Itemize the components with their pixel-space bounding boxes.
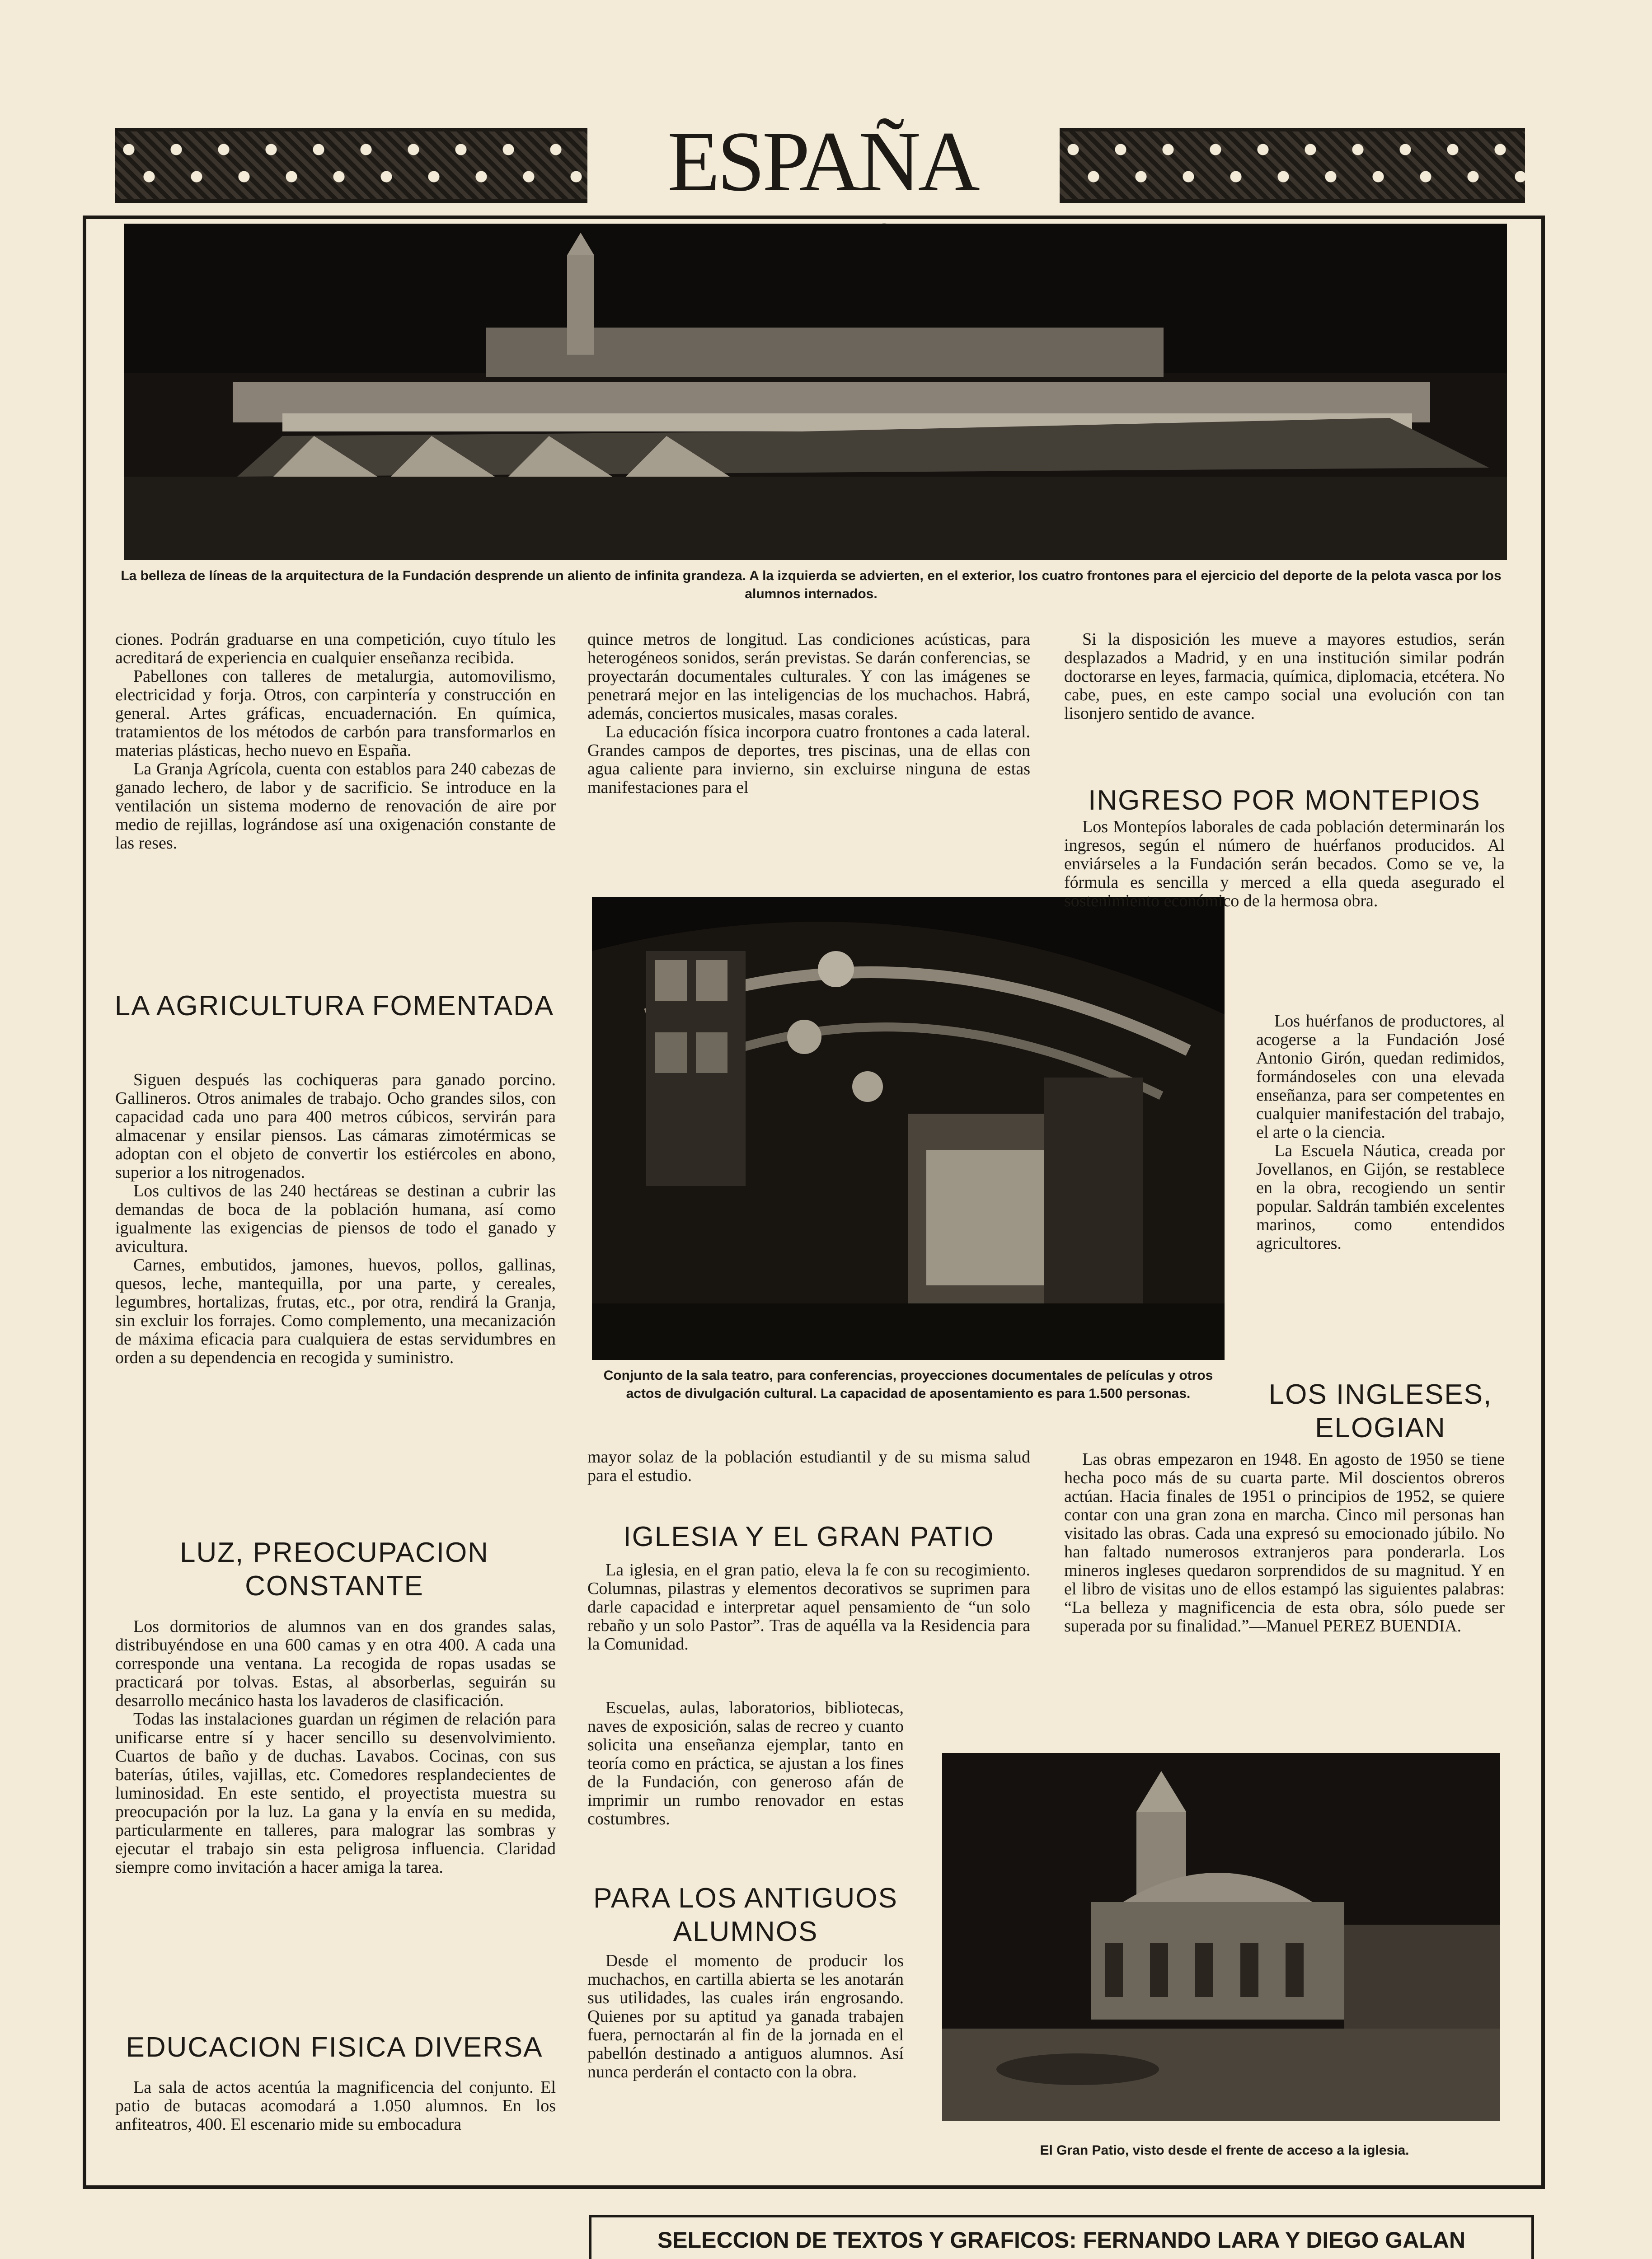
column-2 <box>587 630 1030 797</box>
section-heading-agricultura: LA AGRICULTURA FOMENTADA <box>114 990 554 1022</box>
column-2b <box>587 1448 1030 1485</box>
top-photo-caption: La belleza de líneas de la arquitectura de la Fundación desprende un aliento de infinita grandeza. A la izquierda se advierten, en el exterior, los cuatro frontones para el ejercicio del deporte de la pelota vasca por los alumnos internados. <box>121 568 1502 601</box>
col1-paragraph: Pabellones con talleres de metalurgia, automovilismo, electricidad y forja. Otros, con carpintería y construcción en general. Artes gráficas, encuadernación. En química, tratamientos de los métodos de carbón para transformarlos en materias plásticas, hecho nuevo en España. <box>115 667 556 760</box>
col1-paragraph: La Granja Agrícola, cuenta con establos para 240 cabezas de ganado lechero, de labor y de sacrificio. Se introduce en la ventilación un sistema moderno de renovación de aire por medio de rejillas, lográndose así una oxigenación constante de las reses. <box>115 759 556 853</box>
header-ornament-left <box>115 128 587 203</box>
col1-paragraph: Carnes, embutidos, jamones, huevos, pollos, gallinas, quesos, leche, mantequilla, por una parte, y cereales, legumbres, hortalizas, frutas, etc., por otra, rendirá la Granja, sin excluir los forrajes. Como complemento, una mecanización de máxima eficacia para cualquiera de estas servidumbres en orden a su dependencia en recogida y suministro. <box>115 1256 556 1367</box>
col2-paragraph: mayor solaz de la población estudiantil y de su misma salud para el estudio. <box>587 1448 1030 1485</box>
header-ornament-right <box>1060 128 1525 203</box>
section-heading-antiguos: PARA LOS ANTIGUOS ALUMNOS <box>593 1883 898 1947</box>
theater-photo-caption: Conjunto de la sala teatro, para conferencias, proyecciones documentales de películas y otros actos de divulgación cultural. La capacidad de aposentamiento es para 1.500 personas. <box>603 1368 1213 1401</box>
column-3 <box>1064 630 1505 723</box>
column-3d <box>1064 1450 1505 1636</box>
patio-photo-caption: El Gran Patio, visto desde el frente de acceso a la iglesia. <box>1040 2143 1409 2158</box>
column-2c <box>587 1561 1030 1654</box>
col3-paragraph: Las obras empezaron en 1948. En agosto de 1950 se tiene hecha poco más de su cuarta parte. Mil doscientos obreros actúan. Hacia finales de 1951 o principios de 1952, se quiere contar con una gran zona en marcha. Cinco mil personas han visitado las obras. Cada una expresó su emocionado júbilo. No han faltado numerosos extranjeros para ponderarla. Los mineros ingleses quedaron sorprendidos de su magnitud. Y en el libro de visitas uno de ellos estampó las siguientes palabras: “La belleza y magnificencia de esta obra, sólo puede ser superada por su finalidad.”—Manuel PEREZ BUENDIA. <box>1064 1450 1505 1636</box>
col2-paragraph: La iglesia, en el gran patio, eleva la fe con su recogimiento. Columnas, pilastras y elementos decorativos se suprimen para darle capacidad e interpretar aquel pensamiento de “un solo rebaño y un solo Pastor”. Tras de aquélla va la Residencia para la Comunidad. <box>587 1561 1030 1654</box>
patio-photo <box>942 1753 1500 2121</box>
col3-paragraph: La Escuela Náutica, creada por Jovellanos, en Gijón, se restablece en la obra, recogiendo un sentir popular. Saldrán también excelentes marinos, como entendidos agricultores. <box>1256 1141 1505 1253</box>
col2-paragraph: La educación física incorpora cuatro frontones a cada lateral. Grandes campos de deportes, tres piscinas, una de ellas con agua caliente para invierno, sin excluirse ninguna de estas manifestaciones para el <box>587 722 1030 797</box>
column-1 <box>115 630 556 853</box>
col3-paragraph: Los huérfanos de productores, al acogerse a la Fundación José Antonio Girón, quedan redimidos, formándoseles con una elevada enseñanza, para ser competentes en cualquier manifestación del trabajo, el arte o la ciencia. <box>1256 1012 1505 1142</box>
column-1c <box>115 1617 556 1877</box>
col1-paragraph: Siguen después las cochiqueras para ganado porcino. Gallineros. Otros animales de trabajo. Ocho grandes silos, con capacidad cada uno para 400 metros cúbicos, servirán para almacenar y ensilar piensos. Las cámaras zimotérmicas se adoptan con el objeto de convertir los estiércoles en abono, superior a los nitrogenados. <box>115 1070 556 1182</box>
page-title: ESPAÑA <box>667 114 977 209</box>
column-1d <box>115 2078 556 2134</box>
column-2e <box>587 1952 904 2081</box>
section-heading-educacion: EDUCACION FISICA DIVERSA <box>126 2032 543 2063</box>
col1-paragraph: Los cultivos de las 240 hectáreas se destinan a cubrir las demandas de boca de la población humana, así como igualmente las exigencias de piensos de todo el ganado y avicultura. <box>115 1181 556 1256</box>
credits-box: SELECCION DE TEXTOS Y GRAFICOS: FERNANDO LARA Y DIEGO GALAN <box>589 2215 1534 2259</box>
section-heading-luz: LUZ, PREOCUPACION CONSTANTE <box>180 1537 489 1602</box>
col1-paragraph: ciones. Podrán graduarse en una competición, cuyo título les acreditará de experiencia en cualquier enseñanza recibida. <box>115 630 556 667</box>
col1-paragraph: Todas las instalaciones guardan un régimen de relación para unificarse entre sí y hacer sencillo su desenvolvimiento. Cuartos de baño y de duchas. Lavabos. Cocinas, con sus baterías, útiles, vajillas, etc. Comedores resplandecientes de luminosidad. En este sentido, el proyectista muestra su preocupación por la luz. La gana y la envía en su medida, particularmente en talleres, para malograr las sombras y ejecutar el trabajo sin esta peligrosa influencia. Claridad siempre como invitación a hacer amiga la tarea. <box>115 1710 556 1877</box>
section-heading-montepios: INGRESO POR MONTEPIOS <box>1088 785 1481 816</box>
col3-paragraph: Los Montepíos laborales de cada población determinarán los ingresos, según el número de huérfanos producidos. Al enviárseles a la Fundación serán becados. Como se ve, la fórmula es sencilla y merced a ella queda asegurado el sostenimiento económico de la hermosa obra. <box>1064 817 1505 910</box>
column-1b <box>115 1071 556 1367</box>
column-2d <box>587 1699 904 1828</box>
col1-paragraph: Los dormitorios de alumnos van en dos grandes salas, distribuyéndose en una 600 camas y en otra 400. A cada una corresponde una ventana. La recogida de ropas usadas se practicará por tolvas. Estas, al absorberlas, seguirán su desarrollo mecánico hasta los lavaderos de clasificación. <box>115 1617 556 1710</box>
section-heading-ingleses: LOS INGLESES, ELOGIAN <box>1268 1379 1492 1444</box>
column-3c <box>1256 1012 1505 1253</box>
theater-photo <box>592 897 1225 1360</box>
col2-paragraph: Escuelas, aulas, laboratorios, bibliotecas, naves de exposición, salas de recreo y cuanto solicita una enseñanza ejemplar, tanto en teoría como en práctica, se ajustan a los fines de la Fundación, con generoso afán de imprimir un rumbo renovador en estas costumbres. <box>587 1698 904 1828</box>
top-photo-architecture <box>124 224 1507 560</box>
col3-paragraph: Si la disposición les mueve a mayores estudios, serán desplazados a Madrid, y en una institución similar podrán doctorarse en leyes, farmacia, química, diplomacia, etcétera. No cabe, pues, en este campo social una evolución con tan lisonjero sentido de avance. <box>1064 630 1505 723</box>
col2-paragraph: Desde el momento de producir los muchachos, en cartilla abierta se les anotarán sus utilidades, las cuales irán engrosando. Quienes por su aptitud ya ganada trabajen fuera, pernoctarán al fin de la jornada en el pabellón destinado a antiguos alumnos. Así nunca perderán el contacto con la obra. <box>587 1951 904 2081</box>
section-heading-iglesia: IGLESIA Y EL GRAN PATIO <box>623 1521 995 1552</box>
col1-paragraph: La sala de actos acentúa la magnificencia del conjunto. El patio de butacas acomodará a 1.050 alumnos. En los anfiteatros, 400. El escenario mide su embocadura <box>115 2078 556 2134</box>
column-3b <box>1064 818 1505 910</box>
col2-paragraph: quince metros de longitud. Las condiciones acústicas, para heterogéneos sonidos, serán previstas. Se darán conferencias, se proyectarán documentales culturales. Y con las imágenes se penetrará mejor en las inteligencias de los muchachos. Habrá, además, conciertos musicales, masas corales. <box>587 630 1030 723</box>
